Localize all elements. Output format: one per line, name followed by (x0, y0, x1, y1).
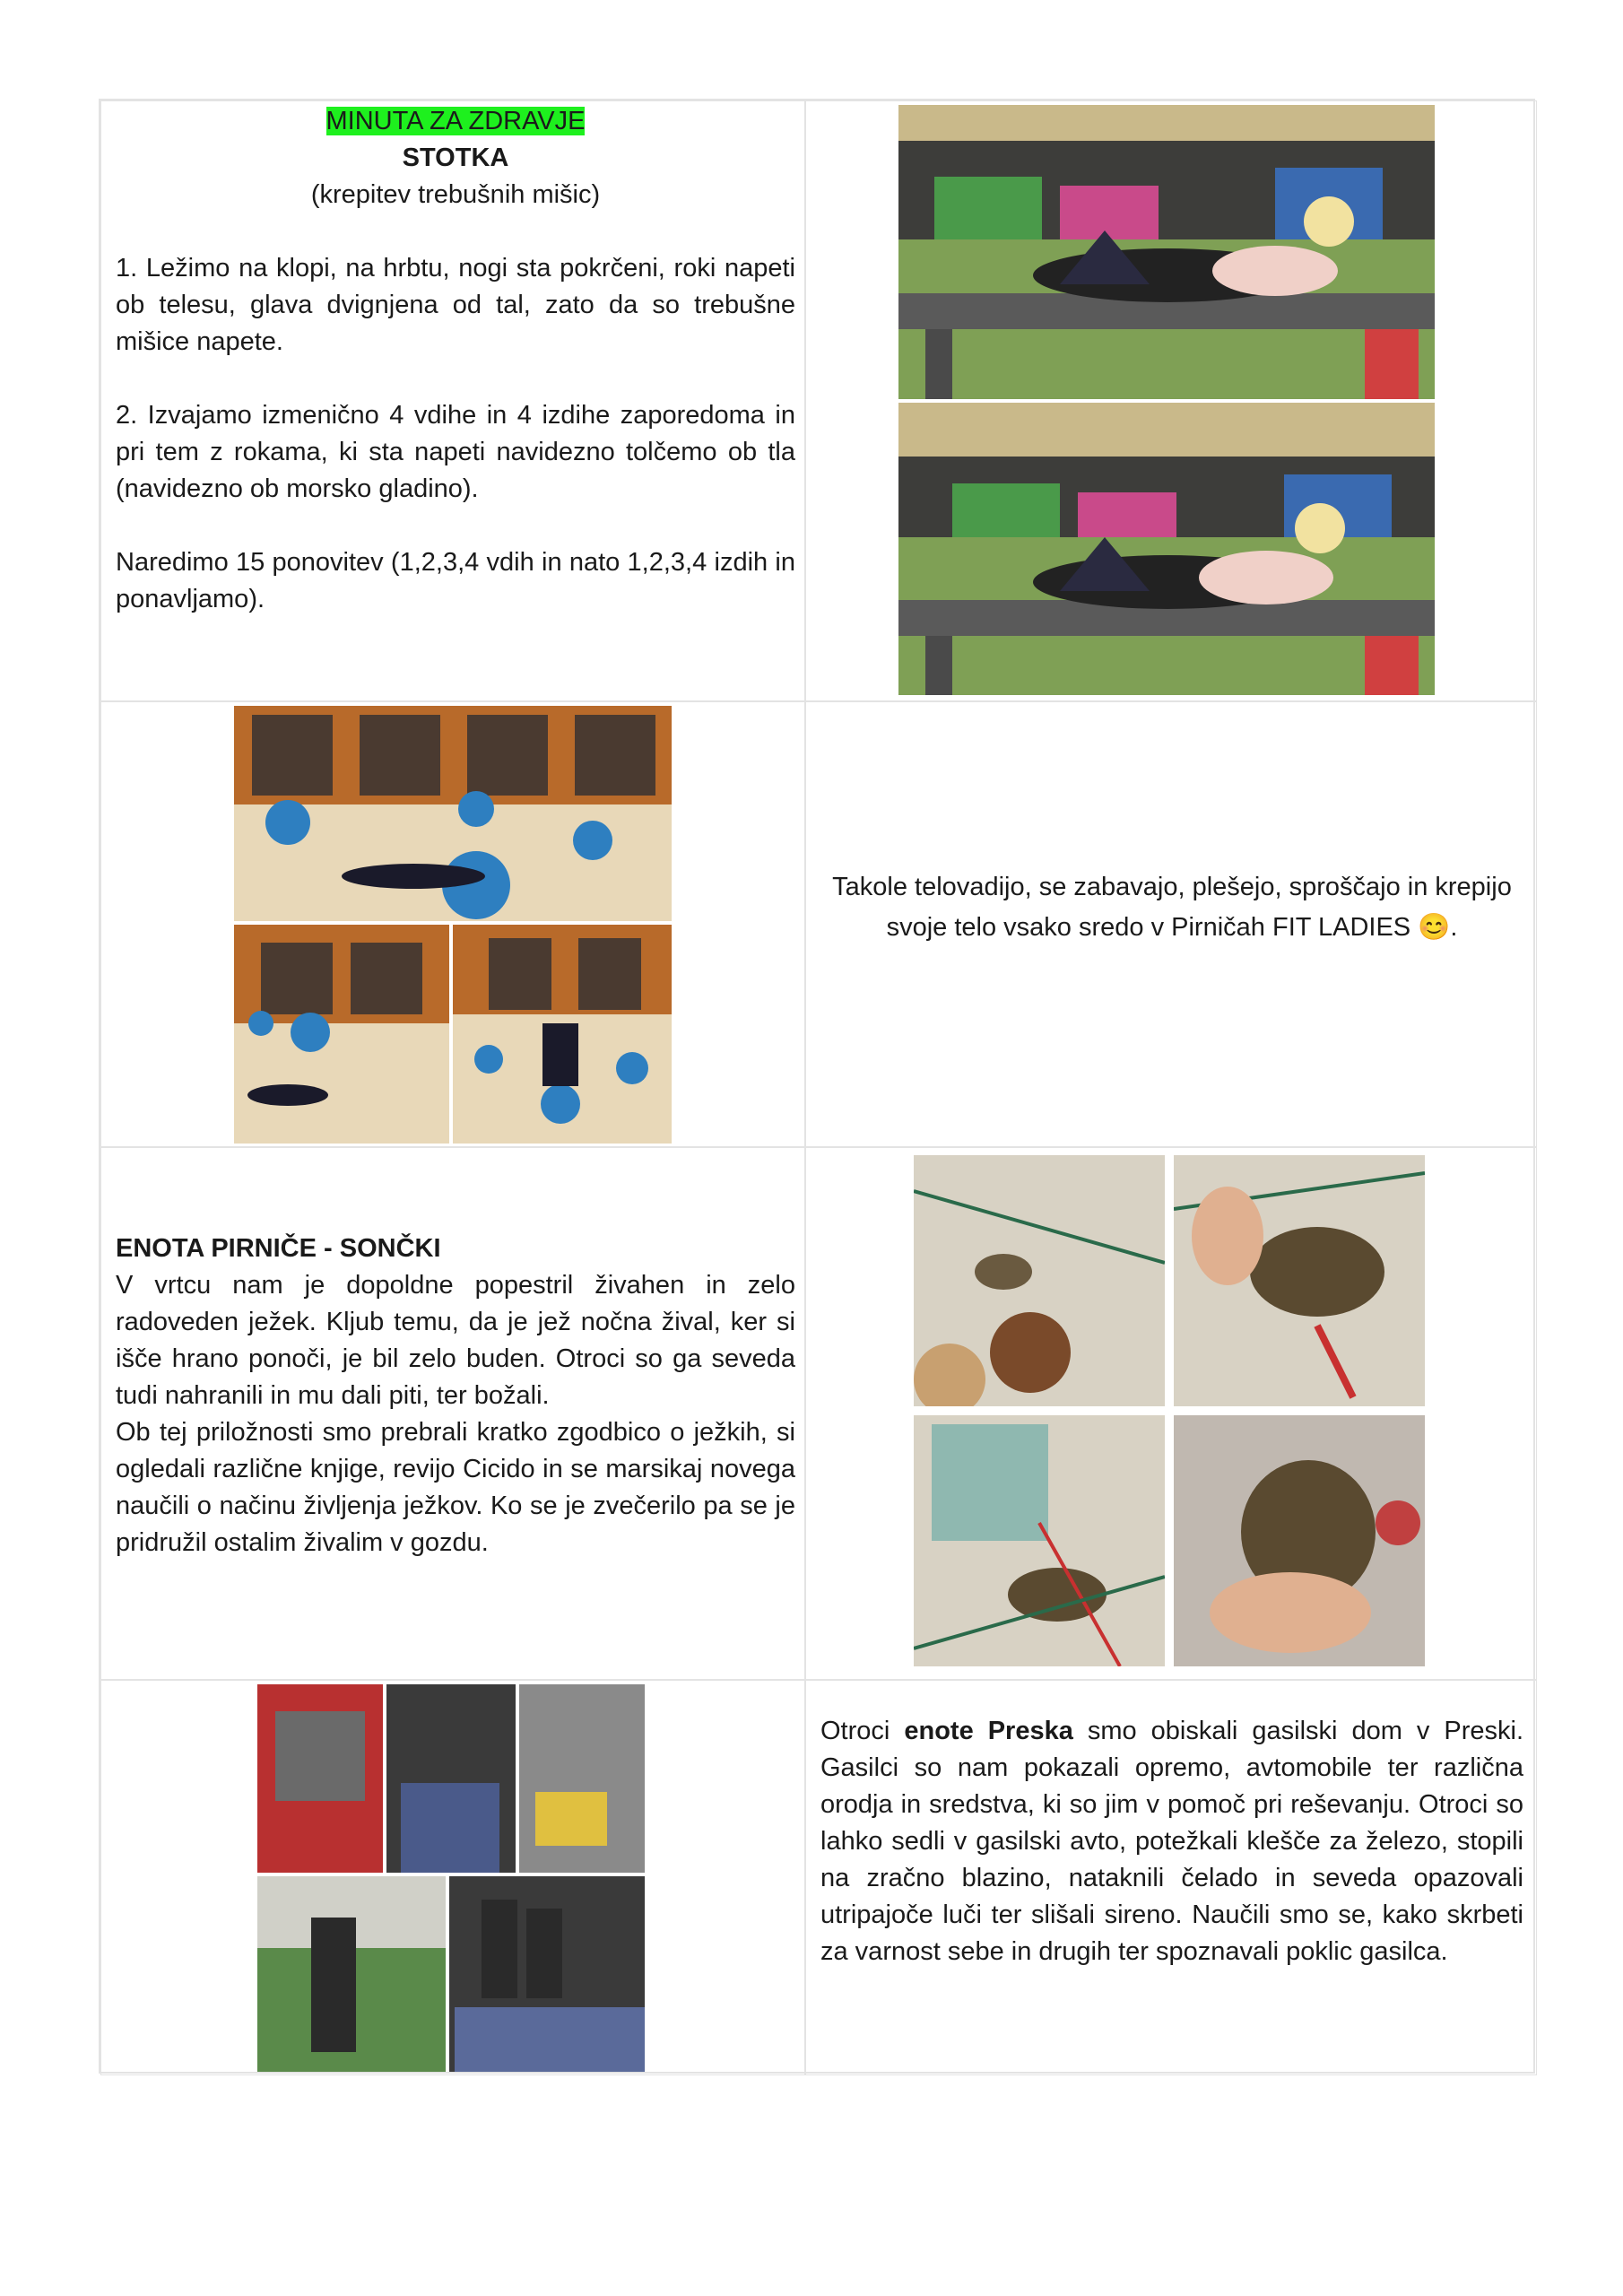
hedgehog-photo-4 (1174, 1415, 1425, 1666)
hedgehog-paragraph-1: V vrtcu nam je dopoldne popestril živahen in zelo radoveden ježek. Kljub temu, da je jež nočna žival, ker si išče hrano ponoči, je bil zelo buden. Otroci so ga seveda tudi nahranili in mu dali piti, ter božali. (116, 1271, 795, 1410)
firefighters-paragraph (820, 1713, 1523, 1970)
hedgehog-paragraph-2: Ob tej priložnosti smo prebrali kratko zgodbico o ježkih, si ogledali različne knjige, revijo Cicido in se marsikaj novega naučili o načinu življenja ježkov. Ko se je zvečerilo pa se je pridružil ostalim živalim v gozdu. (116, 1418, 795, 1557)
paragraph-start: Otroci (820, 1717, 905, 1745)
sentence-end: . (1450, 913, 1458, 942)
gym-balls-photo-2 (234, 925, 449, 1144)
firefighters-text-cell (805, 1680, 1537, 2075)
highlight-label: MINUTA ZA ZDRAVJE (325, 107, 586, 135)
section-heading: ENOTA PIRNIČE - SONČKI (116, 1234, 441, 1263)
hedgehog-photo-1 (914, 1155, 1165, 1406)
step-2: 2. Izvajamo izmenično 4 vdihe in 4 izdihe zaporedoma in pri tem z rokama, ki sta napeti navidezno tolčemo ob tla (navidezno ob morsko gladino). (116, 401, 795, 503)
hedgehog-photo-2 (1174, 1155, 1425, 1406)
gym-balls-photo-3 (453, 925, 672, 1144)
bench-exercise-photo-1 (898, 105, 1435, 399)
bench-exercise-photo-2 (898, 403, 1435, 695)
hedgehog-photos-cell (805, 1147, 1537, 1680)
firefighters-photos-cell (100, 1680, 805, 2075)
stotka-cell (100, 100, 805, 701)
hedgehog-text-cell (100, 1147, 805, 1680)
content-table (99, 99, 1535, 2074)
fit-ladies-text-cell (805, 701, 1537, 1147)
exercise-title: STOTKA (402, 144, 509, 172)
fit-ladies-text: Takole telovadijo, se zabavajo, plešejo, sproščajo in krepijo svoje telo vsako sredo v Pirničah FIT LADIES (832, 873, 1512, 942)
fit-ladies-photos-cell (100, 701, 805, 1147)
paragraph-rest: smo obiskali gasilski dom v Preski. Gasilci so nam pokazali opremo, avtomobile ter različna orodja in sredstva, ki so jim v pomoč pri reševanju. Otroci so lahko sedli v gasilski avto, potežkali klešče za železo, stopili na zračno blazino, nataknili čelado in seveda opazovali utripajoče luči ter slišali sireno. Naučili smo se, kako skrbeti za varnost sebe in drugih ter spoznavali poklic gasilca. (820, 1717, 1524, 1966)
fire-station-collage (257, 1684, 645, 2072)
unit-name: enote Preska (904, 1717, 1073, 1745)
repetitions-note: Naredimo 15 ponovitev (1,2,3,4 vdih in nato 1,2,3,4 izdih in ponavljamo). (116, 548, 795, 613)
gym-balls-photo-1 (234, 706, 672, 921)
hedgehog-photo-3 (914, 1415, 1165, 1666)
smile-emoji-icon: 😊 (1418, 913, 1451, 942)
step-1: 1. Ležimo na klopi, na hrbtu, nogi sta pokrčeni, roki napeti ob telesu, glava dvignjena od tal, zato da so trebušne mišice napete. (116, 254, 795, 356)
fit-ladies-paragraph (824, 867, 1520, 948)
exercise-subtitle: (krepitev trebušnih mišic) (310, 180, 601, 209)
stotka-photos-cell (805, 100, 1537, 701)
